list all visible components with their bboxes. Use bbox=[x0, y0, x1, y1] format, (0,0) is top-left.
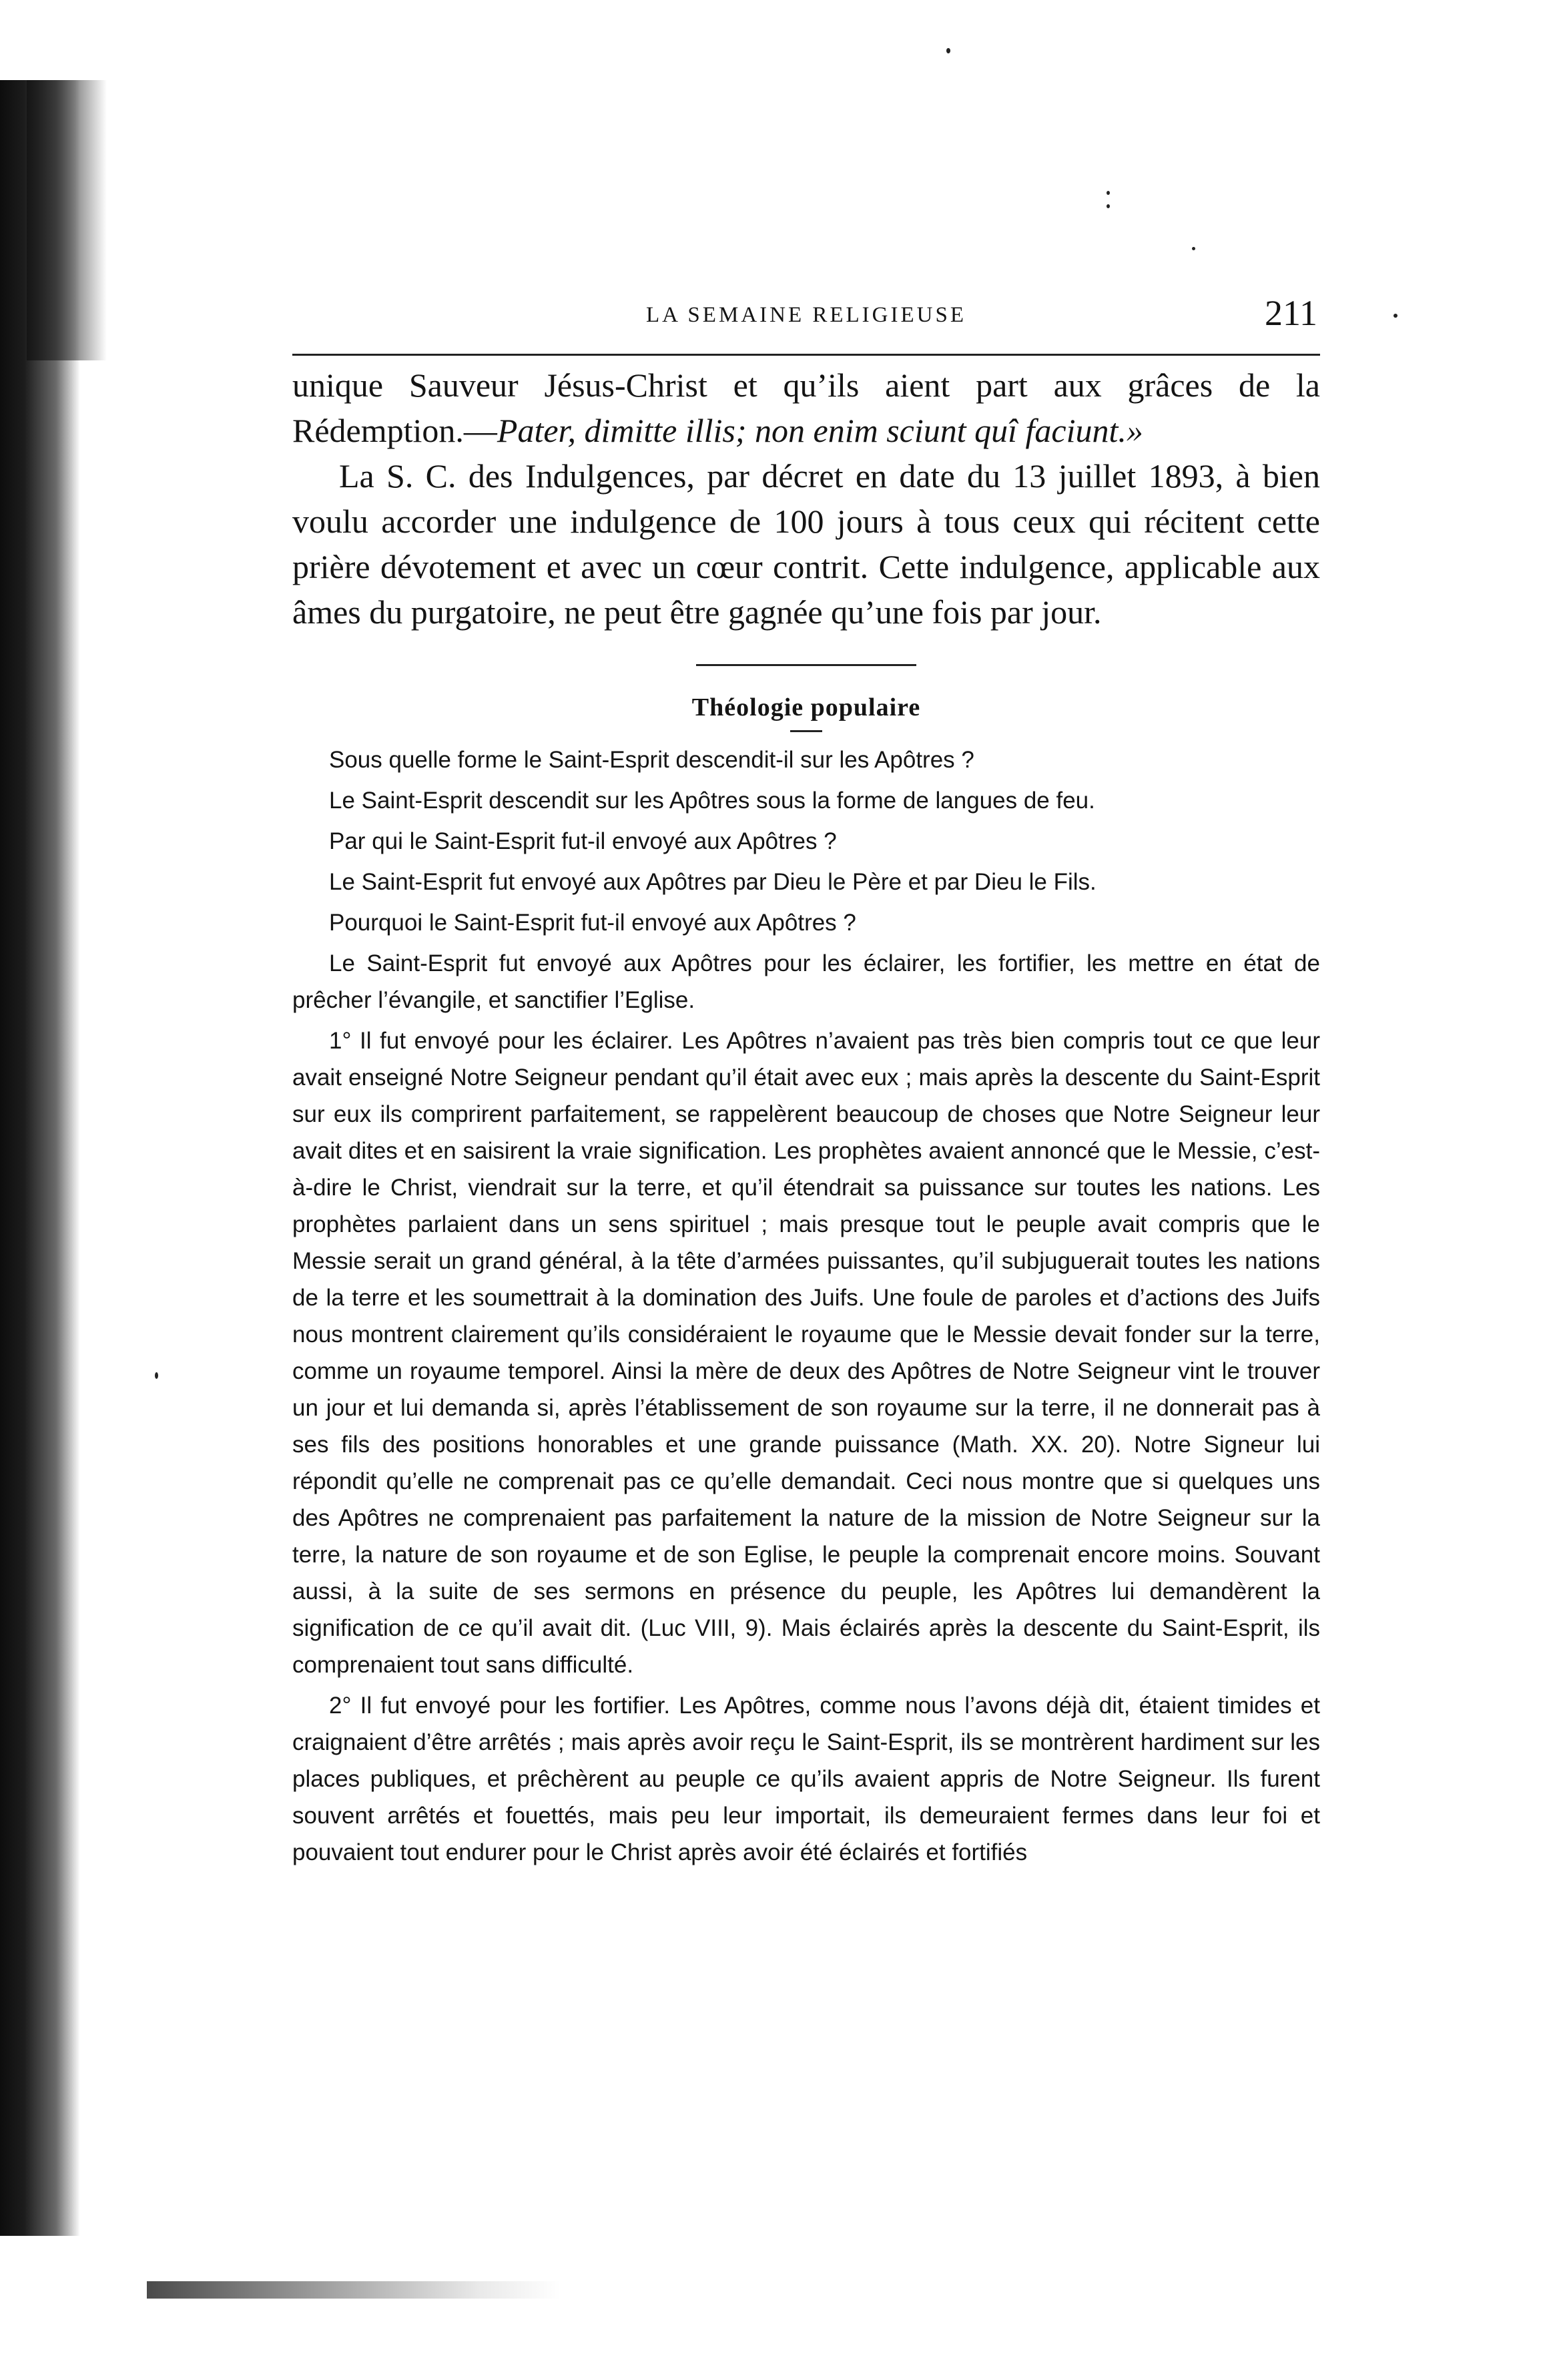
question: Pourquoi le Saint-Esprit fut-il envoyé aux Apôtres ? bbox=[329, 910, 856, 936]
answer: Le Saint-Esprit fut envoyé aux Apôtres par Dieu le Père et par Dieu le Fils. bbox=[329, 869, 1097, 895]
section-body bbox=[292, 741, 1320, 1871]
explanation-paragraph: 2° Il fut envoyé pour les fortifier. Les Apôtres, comme nous l’avons déjà dit, étaient timides et craignaient d’être arrêtés ; mais après avoir reçu le Saint-Esprit, ils se montrèrent hardiment sur les places publiques, et prêchèrent au peuple ce qu’ils avaient appris de Notre Seigneur. Ils furent souvent arrêtés et fouettés, mais peu leur importait, ils demeuraient fermes dans leur foi et pouvaient tout endurer pour le Christ après avoir été éclairés et fortifiés bbox=[292, 1693, 1320, 1865]
question: Par qui le Saint-Esprit fut-il envoyé aux Apôtres ? bbox=[329, 828, 837, 854]
indulgence-paragraph: La S. C. des Indulgences, par décret en date du 13 juillet 1893, à bien voulu accorder une indulgence de 100 jours à tous ceux qui récitent cette prière dévotement et avec un cœur contrit. Cette indulgence, applicable aux âmes du purgatoire, ne peut être gagnée qu’une fois par jour. bbox=[292, 457, 1320, 631]
scan-gutter-shadow bbox=[0, 80, 80, 2236]
scan-gutter-shadow-top bbox=[27, 80, 107, 360]
question: Sous quelle forme le Saint-Esprit descendit-il sur les Apôtres ? bbox=[329, 747, 974, 773]
latin-quote: Pater, dimitte illis; non enim sciunt quî faciunt.» bbox=[497, 412, 1143, 449]
scan-speck bbox=[1192, 247, 1195, 250]
scan-speck bbox=[1107, 204, 1110, 208]
scan-speck bbox=[1107, 191, 1110, 195]
intro-paragraph bbox=[292, 362, 1320, 453]
page-number: 211 bbox=[1265, 293, 1317, 333]
explanation-paragraph: 1° Il fut envoyé pour les éclairer. Les Apôtres n’avaient pas très bien compris tout ce que leur avait enseigné Notre Seigneur pendant qu’il était avec eux ; mais après la descente du Saint-Esprit sur eux ils comprirent parfaitement, se rappelèrent beaucoup de choses que Notre Seigneur leur avait dites et en saisirent la vraie signification. Les prophètes avaient annoncé que le Messie, c’est-à-dire le Christ, viendrait sur la terre, et qu’il étendrait sa puissance sur toutes les nations. Les prophètes parlaient dans un sens spirituel ; mais presque tout le peuple avait compris que le Messie serait un grand général, à la tête d’armées puissantes, qu’il subjuguerait toutes les nations de la terre et les soumettrait à la domination des Juifs. Une foule de paroles et d’actions des Juifs nous montrent clairement qu’ils considéraient le royaume que le Messie devait fonder sur la terre, comme un royaume temporel. Ainsi la mère de deux des Apôtres de Notre Seigneur vint le trouver un jour et lui demanda si, après l’établissement de son royaume sur la terre, il ne donnerait pas à ses fils des positions honorables et une grande puissance (Math. XX. 20). Notre Signeur lui répondit qu’elle ne comprenait pas ce qu’elle demandait. Ceci nous montre que si quelques uns des Apôtres ne comprenaient pas parfaitement la nature de la mission de Notre Seigneur sur la terre, la nature de son royaume et de son Eglise, le peuple la comprenait encore moins. Souvant aussi, à la suite de ses sermons en présence du peuple, les Apôtres lui demandèrent la signification de ce qu’il avait dit. (Luc VIII, 9). Mais éclairés après la descente du Saint-Esprit, ils comprenaient tout sans difficulté. bbox=[292, 1028, 1320, 1678]
scan-speck bbox=[946, 48, 950, 53]
answer: Le Saint-Esprit fut envoyé aux Apôtres pour les éclairer, les fortifier, les mettre en état de prêcher l’évangile, et sanctifier l’Eglise. bbox=[292, 950, 1320, 1013]
scan-speck bbox=[1393, 314, 1397, 318]
section-separator bbox=[696, 664, 916, 666]
answer: Le Saint-Esprit descendit sur les Apôtres sous la forme de langues de feu. bbox=[329, 788, 1095, 814]
running-header bbox=[292, 280, 1320, 334]
running-title: LA SEMAINE RELIGIEUSE bbox=[646, 303, 966, 327]
title-dash bbox=[790, 730, 822, 732]
intro-paragraph-text: unique Sauveur Jésus-Christ et qu’ils aient part aux grâces de la Rédemption.— bbox=[292, 366, 1320, 449]
header-rule bbox=[292, 354, 1320, 356]
scan-bottom-smudge bbox=[147, 2281, 561, 2299]
scan-speck bbox=[155, 1372, 158, 1379]
section-title: Théologie populaire bbox=[691, 693, 921, 721]
intro-text bbox=[292, 362, 1320, 635]
page-content bbox=[292, 280, 1320, 1875]
